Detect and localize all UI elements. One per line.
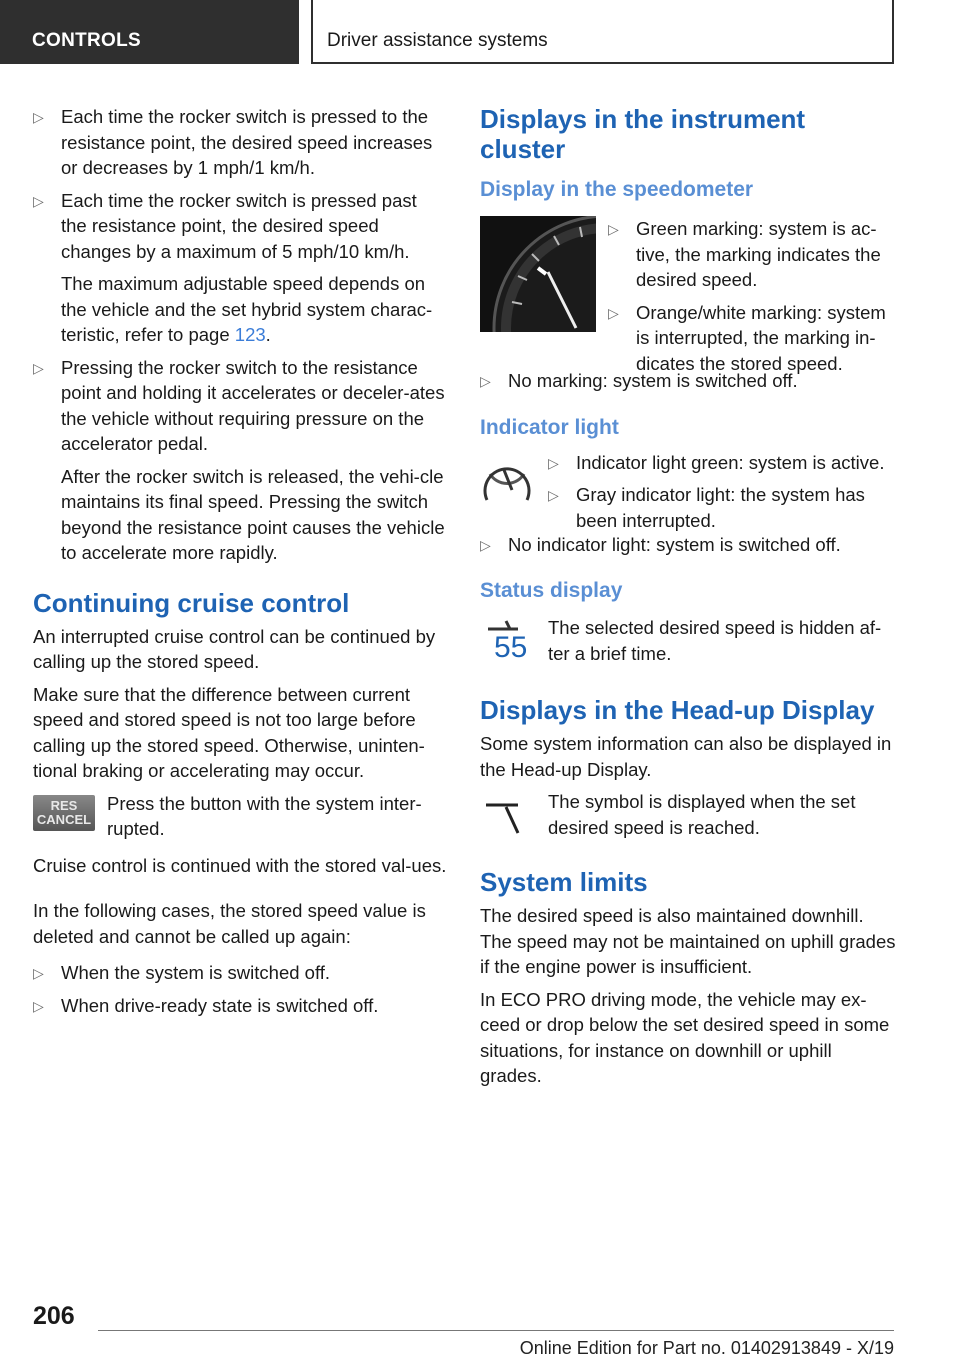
page-number: 206	[33, 1302, 75, 1330]
button-instruction-text: Press the button with the system inter‐rupted.	[107, 792, 422, 839]
paragraph: Cruise control is continued with the stored val‐ues.	[33, 854, 447, 876]
footer-divider	[98, 1330, 894, 1331]
desired-speed-status-icon	[484, 619, 540, 667]
status-block	[480, 615, 896, 677]
triangle-bullet-icon: ▷	[548, 487, 559, 503]
triangle-bullet-icon: ▷	[608, 304, 619, 321]
res-cancel-button-icon: RES CANCEL	[33, 795, 95, 831]
triangle-bullet-icon: ▷	[33, 359, 44, 376]
list-item-note: The maximum adjustable speed depends on the vehicle and the set hybrid system charac‐teristic, refer to page 123.	[61, 273, 433, 345]
chapter-title: Driver assistance systems	[327, 30, 548, 51]
triangle-bullet-icon: ▷	[548, 454, 559, 471]
subsection-heading: Display in the speedometer	[480, 178, 754, 201]
page-reference-link[interactable]: 123	[234, 324, 266, 345]
left-column	[33, 104, 447, 1025]
list-item: ▷ Each time the rocker switch is pressed past the resistance point, the desired speed changes by a maximum of 5 mph/10 km/h.	[33, 189, 417, 262]
list-item: ▷ When the system is switched off.	[33, 960, 447, 986]
paragraph: The desired speed is also maintained downhill. The speed may not be maintained on uphill grades if the engine power is insufficient.	[480, 905, 896, 977]
list-item: ▷ When drive-ready state is switched off.	[33, 993, 447, 1019]
paragraph: An interrupted cruise control can be continued by calling up the stored speed.	[33, 625, 436, 672]
triangle-bullet-icon: ▷	[33, 192, 44, 209]
list-item: ▷ Gray indicator light: the system has been interrupted.	[548, 484, 865, 531]
list-item: ▷ Orange/white marking: system is interrupted, the marking in‐dicates the stored speed.	[608, 301, 886, 374]
section-title: CONTROLS	[32, 30, 142, 51]
section-heading: System limits	[480, 867, 648, 897]
section-heading: Displays in the instrument cluster	[480, 104, 806, 164]
list-item-note: After the rocker switch is released, the vehi‐cle maintains its final speed. Pressing the switch beyond the resistance point causes the vehicle to accelerate more rapidly.	[61, 465, 445, 563]
list-item: ▷ Pressing the rocker switch to the resistance point and holding it accelerates or deceler‐ates the vehicle without requiring pressure on the accelerator pedal.	[33, 356, 445, 454]
triangle-bullet-icon: ▷	[480, 536, 491, 553]
paragraph: In the following cases, the stored speed value is deleted and cannot be called up again:	[33, 900, 426, 947]
section-heading: Displays in the Head-up Display	[480, 695, 875, 725]
edition-text: Online Edition for Part no. 01402913849 - X/19	[519, 1338, 894, 1358]
cruise-control-indicator-icon	[482, 456, 532, 511]
subsection-heading: Status display	[480, 579, 623, 602]
hud-desired-speed-icon	[484, 797, 532, 846]
list-item: ▷ No marking: system is switched off.	[480, 368, 896, 394]
paragraph: Make sure that the difference between current speed and stored speed is not too large before calling up the stored speed. Otherwise, uninten‐tional braking or accelerating may occur.	[33, 683, 425, 781]
section-heading: Continuing cruise control	[33, 587, 350, 618]
paragraph: Some system information can also be displayed in the Head-up Display.	[480, 733, 892, 780]
section-tab	[0, 0, 299, 64]
chapter-tab	[311, 0, 894, 64]
button-instruction	[33, 791, 447, 853]
status-speed-number: 55	[494, 631, 528, 664]
hud-text: The symbol is displayed when the set desired speed is reached.	[548, 791, 856, 838]
list-item: ▷ Green marking: system is ac‐tive, the marking indicates the desired speed.	[608, 218, 881, 290]
subsection-heading: Indicator light	[480, 415, 619, 439]
triangle-bullet-icon: ▷	[33, 965, 44, 981]
list-item: ▷ No indicator light: system is switched off.	[480, 532, 896, 558]
indicator-block	[480, 450, 896, 532]
hud-block	[480, 789, 896, 855]
list-item: ▷ Each time the rocker switch is pressed to the resistance point, the desired speed increases or decreases by 1 mph/1 km/h.	[33, 106, 433, 178]
status-text: The selected desired speed is hidden af‐ter a brief time.	[548, 617, 882, 664]
speedometer-image	[480, 216, 596, 332]
right-column	[480, 104, 896, 1096]
speedometer-block	[480, 216, 896, 374]
triangle-bullet-icon: ▷	[480, 373, 491, 389]
list-item: ▷ Indicator light green: system is active.	[548, 450, 898, 476]
triangle-bullet-icon: ▷	[33, 997, 44, 1014]
triangle-bullet-icon: ▷	[608, 221, 619, 237]
paragraph: In ECO PRO driving mode, the vehicle may ex‐ceed or drop below the set desired speed in some situations, for instance on downhill or uphill grades.	[480, 988, 890, 1086]
triangle-bullet-icon: ▷	[33, 109, 44, 125]
